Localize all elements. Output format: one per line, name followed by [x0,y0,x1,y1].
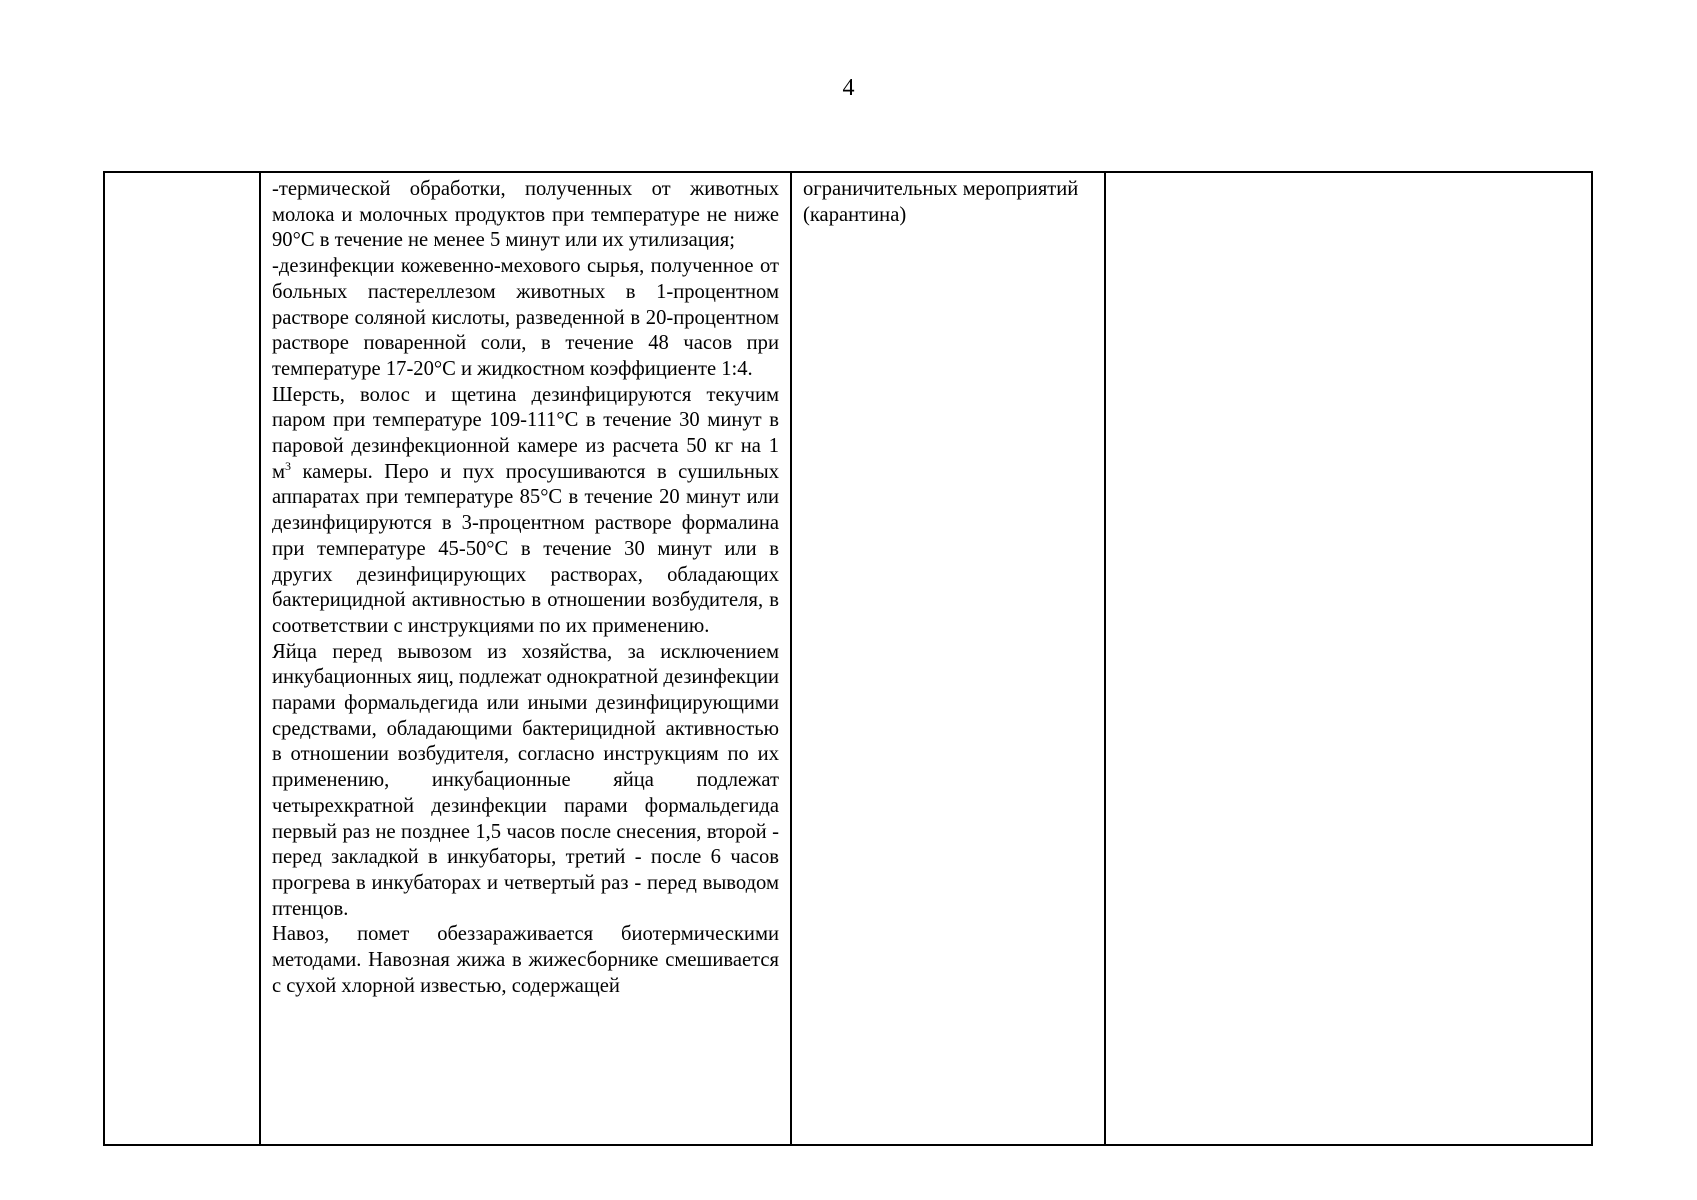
table-cell-period [791,172,1105,1145]
paragraph-wool-feather-disinfection [272,383,779,640]
period-text: ограничительных мероприятий (карантина) [803,178,1079,226]
table-row [104,172,1592,1145]
paragraph-manure-disinfection: Навоз, помет обеззараживается биотермическими методами. Навозная жижа в жижесборнике смешивается с сухой хлорной известью, содержащей [272,923,779,997]
paragraph-heat-treatment: -термической обработки, полученных от животных молока и молочных продуктов при температуре не ниже 90°С в течение не менее 5 минут или их утилизация; [272,178,779,252]
paragraph-eggs-disinfection: Яйца перед вывозом из хозяйства, за исключением инкубационных яиц, подлежат однократной дезинфекции парами формальдегида или иными дезинфицирующими средствами, обладающими бактерицидной активностью в отношении возбудителя, согласно инструкциям по их применению, инкубационные яйца подлежат четырехкратной дезинфекции парами формальдегида первый раз не позднее 1,5 часов после снесения, второй - перед закладкой в инкубаторы, третий - после 6 часов прогрева в инкубаторах и четвертый раз - перед выводом птенцов. [272,640,779,920]
cubic-superscript: 3 [285,458,292,473]
table-cell-number [104,172,260,1145]
measures-table [103,171,1593,1146]
wool-text-part-2: камеры. Перо и пух просушиваются в сушильных аппаратах при температуре 85°С в течение 20 минут или дезинфицируются в 3-процентном растворе формалина при температуре 45-50°С в течение 30 минут или в других дезинфицирующих растворах, обладающих бактерицидной активностью в отношении возбудителя, в соответствии с инструкциями по их применению. [272,460,779,637]
paragraph-raw-hides-disinfection: -дезинфекции кожевенно-мехового сырья, полученное от больных пастереллезом животных в 1-процентном растворе соляной кислоты, разведенной в 20-процентном растворе поваренной соли, в течение 48 часов при температуре 17-20°С и жидкостном коэффициенте 1:4. [272,255,779,380]
table-cell-measures [260,172,791,1145]
measures-text [272,177,779,1143]
page-number: 4 [842,75,855,101]
wool-text-part-1: Шерсть, волос и щетина дезинфицируются текучим паром при температуре 109-111°С в течение 30 минут в паровой дезинфекционной камере из расчета 50 кг на 1 м [272,383,779,483]
table-cell-responsible [1105,172,1592,1145]
